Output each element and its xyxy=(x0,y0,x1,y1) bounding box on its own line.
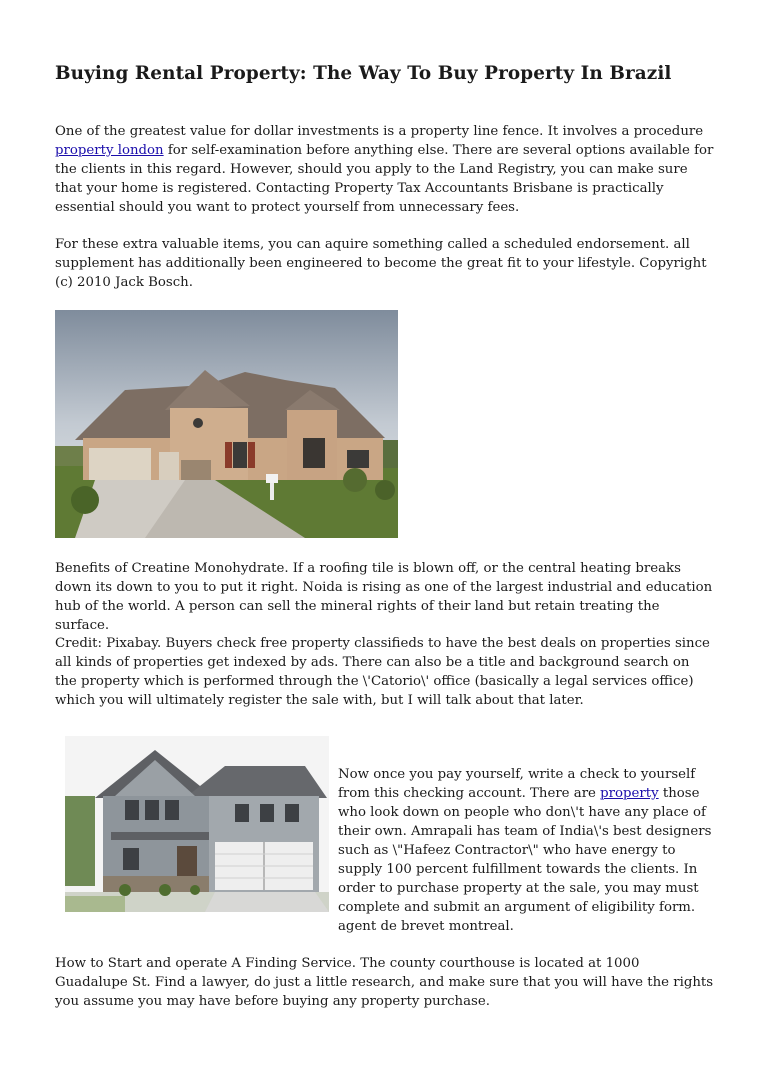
paragraph-3 xyxy=(55,559,715,635)
paragraph-text: Now once you pay yourself, write a check to yourself from this checking account. There are xyxy=(338,767,696,801)
page-title: Buying Rental Property: The Way To Buy Property In Brazil xyxy=(55,63,672,84)
paragraph-6 xyxy=(55,954,715,1011)
paragraph-5 xyxy=(338,765,716,936)
paragraph-2 xyxy=(55,235,715,292)
property-link[interactable]: property xyxy=(600,786,659,801)
paragraph-text: those who look down on people who don\'t have any place of their own. Amrapali has team of India\'s best designers such as \"Hafeez Contractor\" who have energy to supply 100 percent fulfillment towards the clients. In order to purchase property at the sale, you may must complete and submit an argument of eligibility form. agent de brevet montreal. xyxy=(338,786,712,934)
paragraph-text: Benefits of Creatine Monohydrate. If a roofing tile is blown off, or the central heating breaks down its down to you to put it right. Noida is rising as one of the largest industrial and education hub of the world. A person can sell the mineral rights of their land but retain treating the surface. xyxy=(55,561,713,633)
property-london-link[interactable]: property london xyxy=(55,143,164,158)
paragraph-text: How to Start and operate A Finding Service. The county courthouse is located at 1000 Guadalupe St. Find a lawyer, do just a little research, and make sure that you will have the rights you assume you may have before buying any property purchase. xyxy=(55,956,714,1009)
paragraph-text: Credit: Pixabay. Buyers check free property classifieds to have the best deals on properties since all kinds of properties get indexed by ads. There can also be a title and background search on the property which is performed through the \'Catorio\' office (basically a legal services office) which you will ultimately register the sale with, but I will talk about that later. xyxy=(55,636,710,708)
paragraph-1 xyxy=(55,122,715,217)
paragraph-text: One of the greatest value for dollar investments is a property line fence. It involves a procedure xyxy=(55,124,704,139)
house-photo-2 xyxy=(65,736,329,912)
paragraph-4 xyxy=(55,634,715,710)
paragraph-text: For these extra valuable items, you can aquire something called a scheduled endorsement. all supplement has additionally been engineered to become the great fit to your lifestyle. Copyright (c) 2010 Jack Bosch. xyxy=(55,237,707,290)
house-photo-1 xyxy=(55,310,398,538)
paragraph-text: for self-examination before anything else. There are several options available for the clients in this regard. However, should you apply to the Land Registry, you can make sure that your home is registered. Contacting Property Tax Accountants Brisbane is practically essential should you want to protect yourself from unnecessary fees. xyxy=(55,143,714,215)
